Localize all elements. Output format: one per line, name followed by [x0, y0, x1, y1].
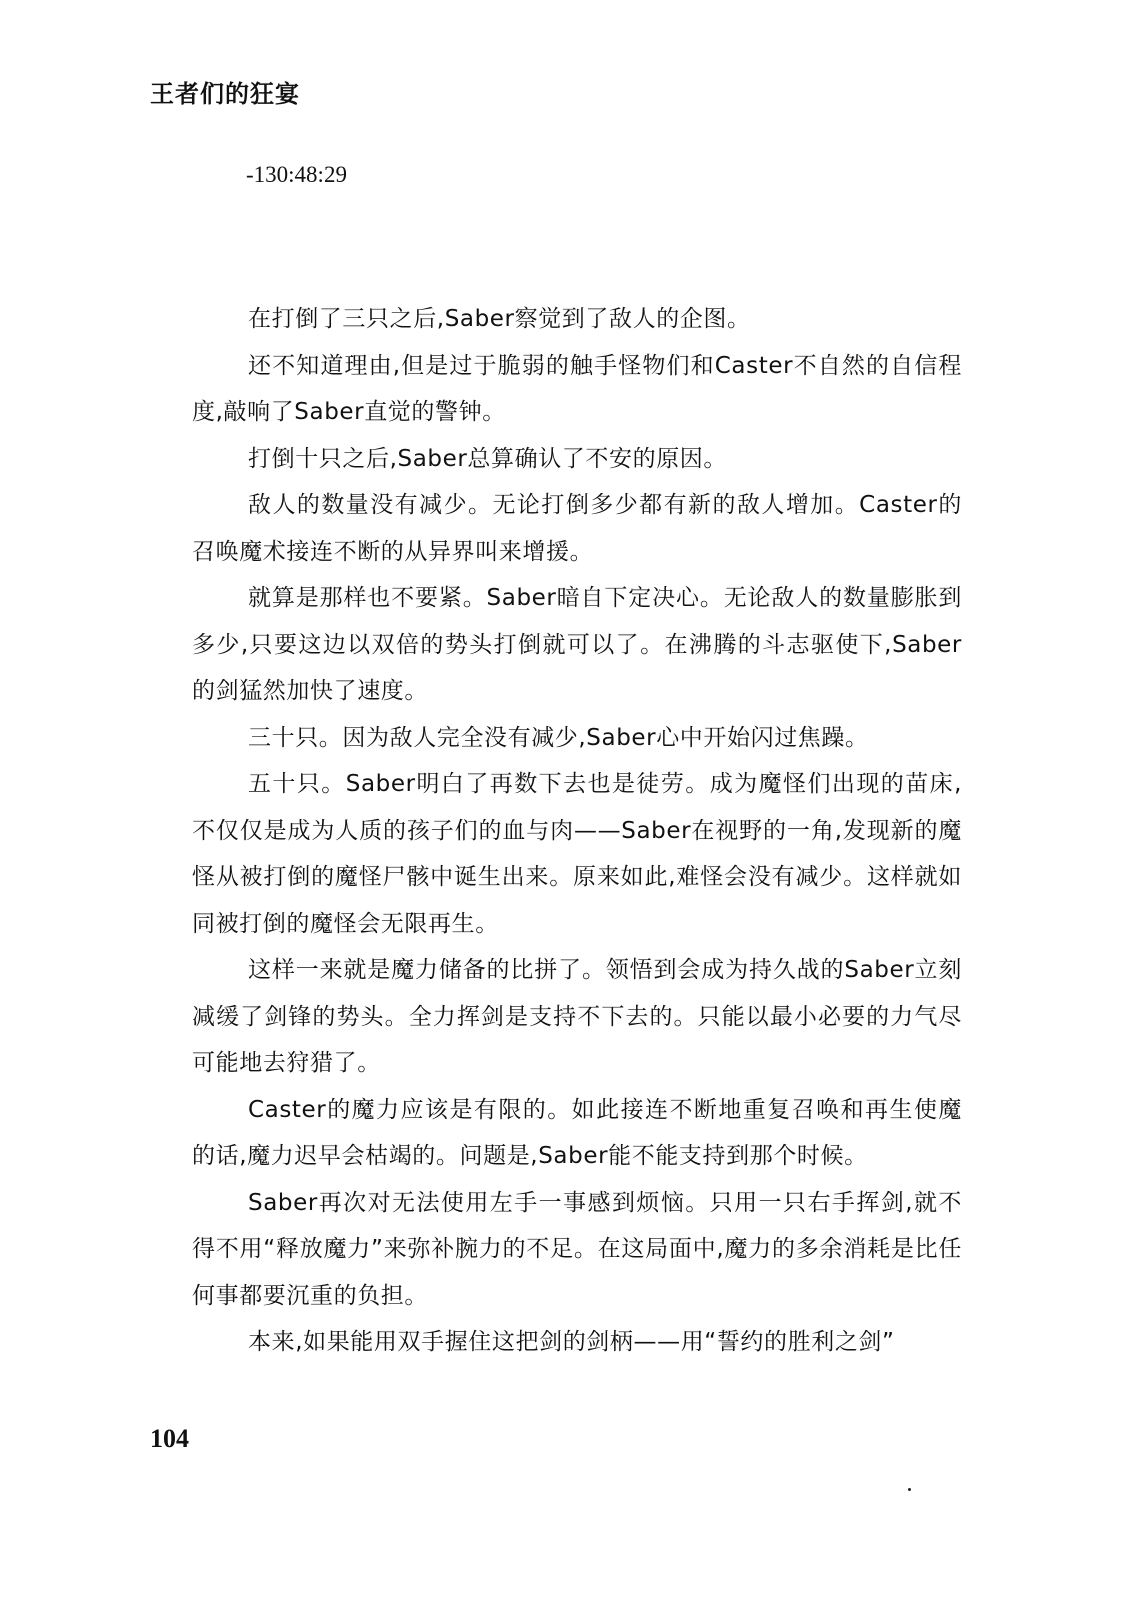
paragraph: 三十只。因为敌人完全没有减少,Saber心中开始闪过焦躁。: [248, 724, 869, 751]
paragraph: 敌人的数量没有减少。无论打倒多少都有新的敌人增加。Caster的召唤魔术接连不断的从异界叫来增援。: [192, 492, 962, 565]
paragraph: 打倒十只之后,Saber总算确认了不安的原因。: [248, 445, 728, 472]
body-text: [192, 296, 962, 1366]
running-head-title: 王者们的狂宴: [150, 80, 300, 108]
paragraph: 五十只。Saber明白了再数下去也是徒劳。成为魔怪们出现的苗床,不仅仅是成为人质的孩子们的血与肉——Saber在视野的一角,发现新的魔怪从被打倒的魔怪尸骸中诞生出来。原来如此,难怪会没有减少。这样就如同被打倒的魔怪会无限再生。: [192, 771, 962, 937]
paragraph: 就算是那样也不要紧。Saber暗自下定决心。无论敌人的数量膨胀到多少,只要这边以双倍的势头打倒就可以了。在沸腾的斗志驱使下,Saber的剑猛然加快了速度。: [192, 585, 962, 704]
paragraph: 还不知道理由,但是过于脆弱的触手怪物们和Caster不自然的自信程度,敲响了Saber直觉的警钟。: [192, 352, 962, 425]
paragraph: 在打倒了三只之后,Saber察觉到了敌人的企图。: [248, 306, 751, 332]
paragraph: Saber再次对无法使用左手一事感到烦恼。只用一只右手挥剑,就不得不用“释放魔力”来弥补腕力的不足。在这局面中,魔力的多余消耗是比任何事都要沉重的负担。: [192, 1189, 962, 1309]
scan-speck: [908, 1488, 911, 1491]
paragraph: 本来,如果能用双手握住这把剑的剑柄——用“誓约的胜利之剑”: [248, 1329, 895, 1355]
paragraph: Caster的魔力应该是有限的。如此接连不断地重复召唤和再生使魔的话,魔力迟早会枯竭的。问题是,Saber能不能支持到那个时候。: [192, 1096, 962, 1169]
section-timestamp: -130:48:29: [246, 162, 347, 187]
page-number: 104: [150, 1424, 189, 1453]
paragraph: 这样一来就是魔力储备的比拼了。领悟到会成为持久战的Saber立刻减缓了剑锋的势头。全力挥剑是支持不下去的。只能以最小必要的力气尽可能地去狩猎了。: [192, 957, 962, 1076]
